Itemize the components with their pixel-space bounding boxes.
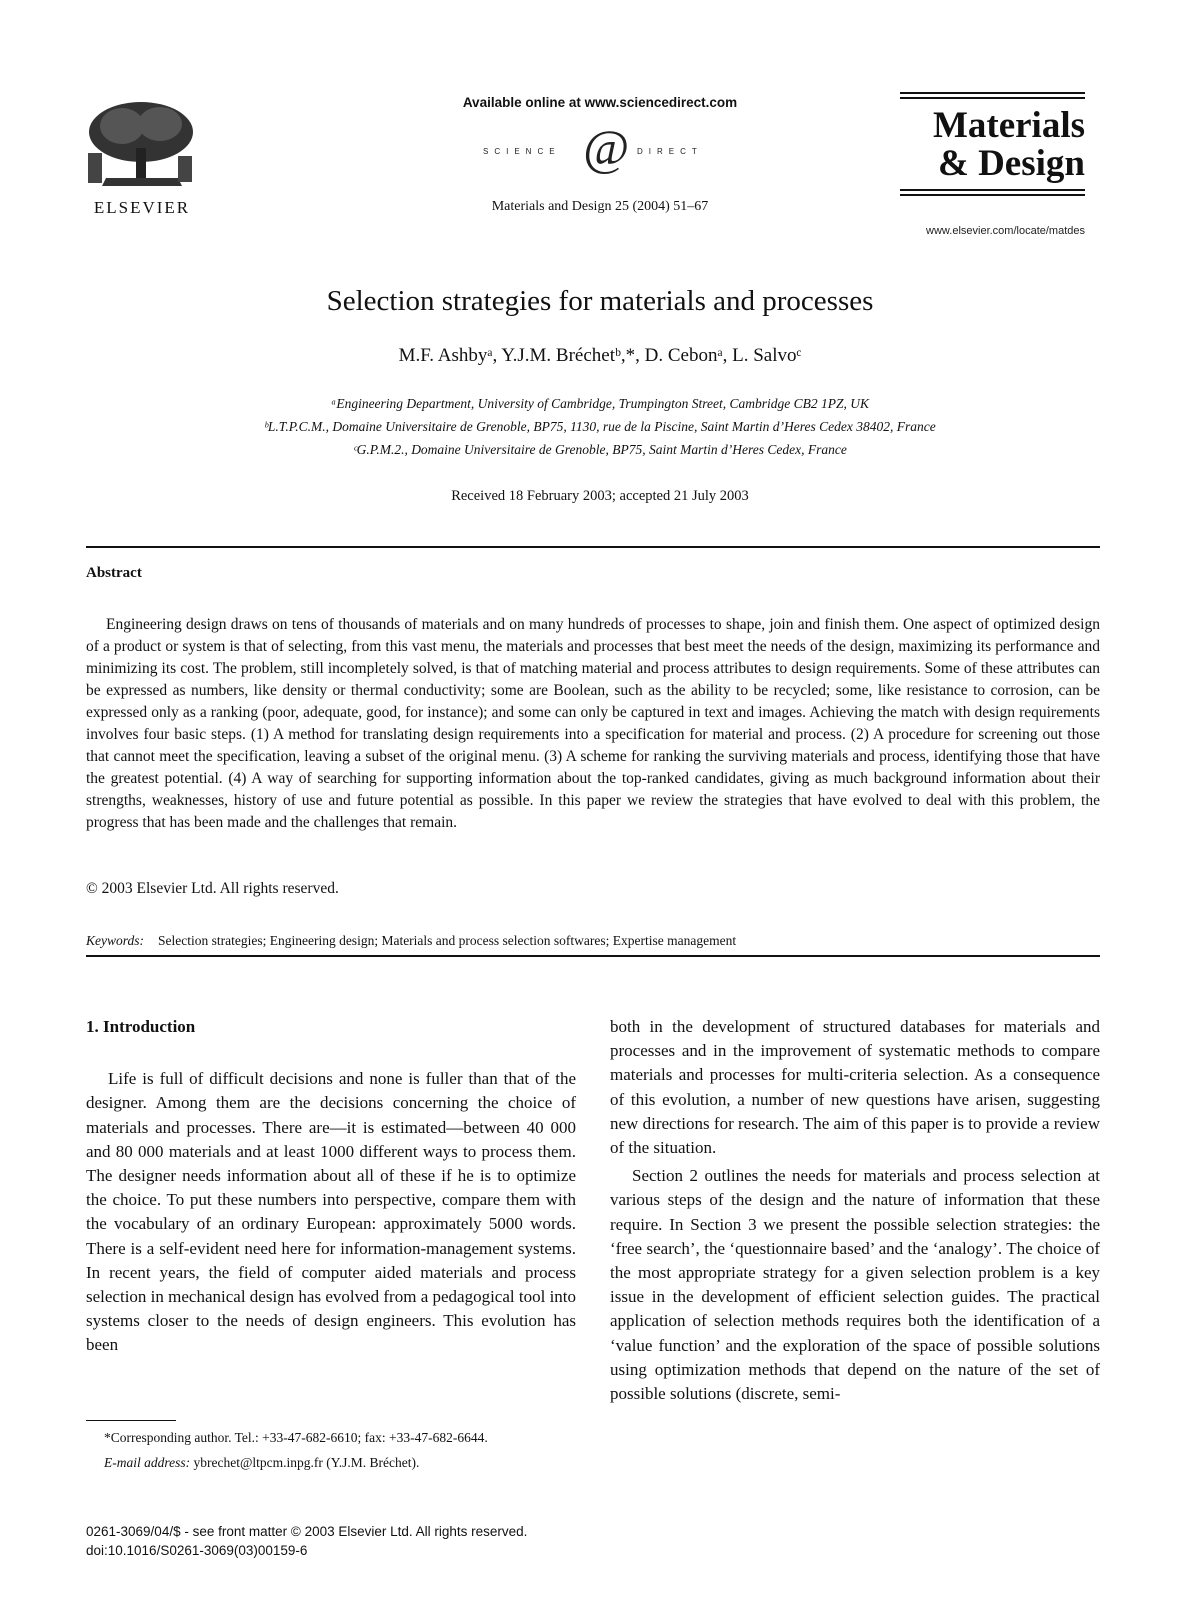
section-heading: 1. Introduction: [86, 1017, 196, 1036]
affiliation-b: ᵇL.T.P.C.M., Domaine Universitaire de Grenoble, BP75, 1130, rue de la Piscine, Saint Martin d’Heres Cedex 38402, France: [264, 419, 936, 434]
paper-title: Selection strategies for materials and processes: [326, 285, 874, 317]
journal-title-line1: Materials: [932, 105, 1085, 146]
available-online: Available online at www.sciencedirect.com: [462, 95, 738, 110]
publisher-name: ELSEVIER: [93, 198, 191, 217]
corresponding-author-note: *Corresponding author. Tel.: +33-47-682-6610; fax: +33-47-682-6644.: [104, 1430, 488, 1445]
keywords: [86, 933, 736, 949]
body-paragraph: Life is full of difficult decisions and none is fuller than that of the designer. Among them are the decisions concerning the choice of materials and processes. There are—it is estimated—between 40 000 and 80 000 materials and at least 1000 different ways to process them. The designer needs information about all of these if he is to optimize the choice. To put these numbers into perspective, compare them with the vocabulary of an ordinary European: approximately 5000 words. There is a self-evident need here for information-management systems. In recent years, the field of computer aided materials and process selection in mechanical design has evolved from a pedagogical tool into systems closer to the needs of design engineers. This evolution has been: [86, 1069, 577, 1355]
sd-at-glyph: @: [583, 119, 629, 175]
email-label: E-mail address:: [104, 1455, 191, 1470]
body-paragraph: Section 2 outlines the needs for materials and process selection at various steps of the design and the nature of information that these require. In Section 3 we present the possible selection strategies: the ‘free search’, the ‘questionnaire based’ and the ‘analogy’. The choice of the most appropriate strategy for a given selection problem is a key issue in the development of efficient selection guides. The practical application of selection methods requires both the identification of a ‘value function’ and the exploration of the space of possible solutions using optimization methods that depend on the nature of the set of possible solutions (discrete, semi-: [610, 1166, 1100, 1404]
footnote-divider: [86, 1420, 176, 1421]
right-column: [610, 1015, 1100, 1406]
rule: [900, 194, 1085, 196]
sd-right-text: DIRECT: [637, 147, 703, 156]
abstract-heading: Abstract: [86, 565, 142, 581]
journal-url[interactable]: www.elsevier.com/locate/matdes: [926, 225, 1085, 237]
received-dates: Received 18 February 2003; accepted 21 July 2003: [451, 488, 749, 504]
abstract-text: [86, 614, 1100, 834]
issn-line: 0261-3069/04/$ - see front matter © 2003 Elsevier Ltd. All rights reserved.: [86, 1524, 528, 1539]
sd-left-text: SCIENCE: [483, 147, 561, 156]
author-list: M.F. Ashbyᵃ, Y.J.M. Bréchetᵇ,*, D. Cebonᵃ, L. Salvoᶜ: [398, 345, 802, 366]
front-matter: [86, 1522, 786, 1560]
copyright-notice: © 2003 Elsevier Ltd. All rights reserved.: [86, 880, 339, 897]
affiliation-c: ᶜG.P.M.2., Domaine Universitaire de Grenoble, BP75, Saint Martin d’Heres Cedex, France: [353, 442, 847, 457]
elsevier-tree-logo: [82, 98, 200, 194]
rule: [900, 97, 1085, 99]
body-paragraph: both in the development of structured databases for materials and processes and in the improvement of systematic methods to compare materials and processes for multi-criteria selection. As a consequence of this evolution, a number of new questions have arisen, suggesting new directions for research. The aim of this paper is to provide a review of the situation.: [610, 1017, 1100, 1158]
footnotes: [86, 1428, 576, 1472]
rule: [900, 92, 1085, 94]
journal-title-line2: & Design: [938, 143, 1085, 184]
journal-reference: Materials and Design 25 (2004) 51–67: [491, 199, 709, 214]
email-address[interactable]: ybrechet@ltpcm.inpg.fr (Y.J.M. Bréchet).: [193, 1455, 420, 1470]
keywords-label: Keywords:: [86, 933, 144, 948]
keywords-list: Selection strategies; Engineering design; Materials and process selection softwares; Expertise management: [158, 933, 737, 948]
left-column: [86, 1015, 576, 1358]
journal-title: [900, 107, 1085, 183]
divider: [86, 955, 1100, 957]
email-note: [86, 1453, 576, 1472]
journal-title-block: [900, 92, 1085, 199]
doi-line[interactable]: doi:10.1016/S0261-3069(03)00159-6: [86, 1543, 308, 1558]
abstract-paragraph: Engineering design draws on tens of thousands of materials and on many hundreds of processes to shape, join and finish them. One aspect of optimized design of a product or system is that of selecting, from this vast menu, the materials and processes that best meet the needs of the design, maximizing its performance and minimizing its cost. The problem, still incompletely solved, is that of matching material and process attributes to design requirements. Some of these attributes can be expressed as numbers, like density or thermal conductivity; some are Boolean, such as the ability to be recycled; some, like resistance to corrosion, can be expressed only as a ranking (poor, adequate, good, for instance); and some can only be captured in text and images. Achieving the match with design requirements involves four basic steps. (1) A method for translating design requirements into a specification for material and process. (2) A procedure for screening out those that cannot meet the specification, leaving a subset of the original menu. (3) A scheme for ranking the surviving materials and process, identifying those that have the greatest potential. (4) A way of searching for supporting information about the top-ranked candidates, giving as much background information about their strengths, weaknesses, history of use and future potential as possible. In this paper we review the strategies that have evolved to deal with this problem, the progress that has been made and the challenges that remain.: [86, 616, 1100, 831]
divider: [86, 546, 1100, 548]
sciencedirect-logo: [475, 118, 725, 178]
affiliation-a: ᵃEngineering Department, University of Cambridge, Trumpington Street, Cambridge CB2 1PZ, UK: [330, 396, 870, 411]
rule: [900, 189, 1085, 191]
